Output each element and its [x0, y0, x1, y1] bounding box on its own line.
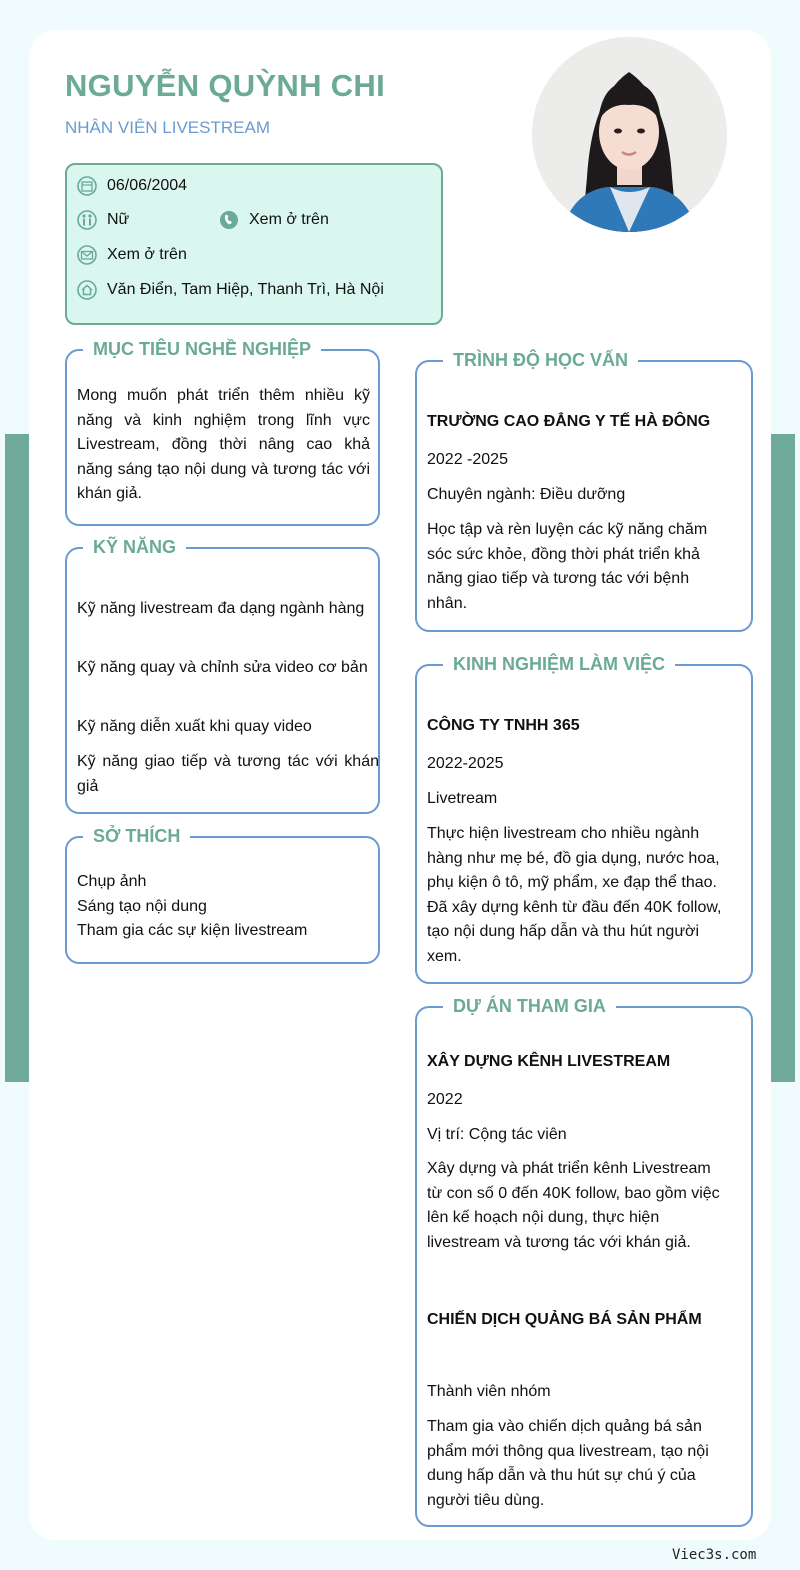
- skill-item: Kỹ năng giao tiếp và tương tác với khán giả: [77, 753, 379, 795]
- project-desc: Tham gia vào chiến dịch quảng bá sản phẩm mới thông qua livestream, tạo nội dung hấp dẫn và thu hút sự chú ý của người tiêu dùng.: [427, 1418, 709, 1509]
- hobbies-title: SỞ THÍCH: [83, 824, 190, 848]
- home-icon: [77, 280, 97, 300]
- email-row: [77, 245, 187, 265]
- phone-icon: [219, 210, 239, 230]
- hobby-item: Chụp ảnh: [77, 873, 147, 890]
- phone-row: [219, 210, 329, 230]
- gender-value: Nữ: [107, 211, 130, 228]
- skills-title: KỸ NĂNG: [83, 535, 186, 559]
- mail-icon: [77, 245, 97, 265]
- avatar: [532, 37, 727, 232]
- calendar-icon: [77, 176, 97, 196]
- education-section: [415, 350, 753, 632]
- projects-title: DỰ ÁN THAM GIA: [443, 994, 616, 1018]
- project-year: 2022: [427, 1091, 463, 1108]
- education-desc: Học tập và rèn luyện các kỹ năng chăm sóc sức khỏe, đồng thời phát triển khả năng giao tiếp và tương tác với bệnh nhân.: [427, 521, 708, 612]
- dob-row: [77, 176, 187, 196]
- skill-item: Kỹ năng diễn xuất khi quay video: [77, 718, 312, 735]
- right-side-band: [771, 434, 795, 1082]
- candidate-role: NHÂN VIÊN LIVESTREAM: [65, 118, 270, 137]
- address-row: [77, 280, 384, 300]
- gender-row: [77, 210, 129, 230]
- experience-desc: Thực hiện livestream cho nhiều ngành hàng như mẹ bé, đồ gia dụng, nước hoa, phụ kiện ô tô, mỹ phẩm, xe đạp thể thao. Đã xây dựng kênh từ đầu đến 40K follow, tạo nội dung hấp dẫn và thu hút người xem.: [427, 825, 722, 965]
- hobby-item: Sáng tạo nội dung: [77, 898, 207, 915]
- experience-section: [415, 654, 753, 984]
- gender-icon: [77, 210, 97, 230]
- project-name: CHIẾN DỊCH QUẢNG BÁ SẢN PHẨM: [427, 1311, 702, 1328]
- company-name: CÔNG TY TNHH 365: [427, 717, 580, 734]
- project-role: Vị trí: Cộng tác viên: [427, 1126, 567, 1143]
- experience-title: KINH NGHIỆM LÀM VIỆC: [443, 652, 675, 676]
- hobbies-section: [65, 826, 380, 964]
- experience-period: 2022-2025: [427, 755, 504, 772]
- education-period: 2022 -2025: [427, 451, 508, 468]
- skill-item: Kỹ năng quay và chỉnh sửa video cơ bản: [77, 659, 368, 676]
- email-value: Xem ở trên: [107, 246, 187, 263]
- skill-item: Kỹ năng livestream đa dạng ngành hàng: [77, 600, 365, 617]
- experience-position: Livetream: [427, 790, 498, 807]
- skills-section: [65, 537, 380, 814]
- dob-value: 06/06/2004: [107, 177, 188, 194]
- watermark: Viec3s.com: [672, 1547, 757, 1563]
- candidate-name: NGUYỄN QUỲNH CHI: [65, 68, 385, 103]
- education-major: Chuyên ngành: Điều dưỡng: [427, 486, 626, 503]
- projects-section: [415, 996, 753, 1527]
- project-desc: Xây dựng và phát triển kênh Livestream từ con số 0 đến 40K follow, bao gồm việc lên kế hoạch nội dung, thực hiện livestream và tương tác với khán giả.: [427, 1160, 720, 1251]
- objective-text: Mong muốn phát triển thêm nhiều kỹ năng và kinh nghiệm trong lĩnh vực Livestream, đồng thời nâng cao khả năng sáng tạo nội dung và tương tác với khán giả.: [77, 387, 370, 502]
- hobby-item: Tham gia các sự kiện livestream: [77, 922, 308, 939]
- objective-section: [65, 339, 380, 526]
- left-side-band: [5, 434, 29, 1082]
- address-value: Văn Điển, Tam Hiệp, Thanh Trì, Hà Nội: [107, 281, 384, 298]
- phone-value: Xem ở trên: [249, 211, 329, 228]
- school-name: TRƯỜNG CAO ĐẲNG Y TẾ HÀ ĐÔNG: [427, 413, 711, 430]
- education-title: TRÌNH ĐỘ HỌC VẤN: [443, 348, 638, 372]
- objective-title: MỤC TIÊU NGHỀ NGHIỆP: [83, 337, 321, 361]
- project-name: XÂY DỰNG KÊNH LIVESTREAM: [427, 1053, 671, 1070]
- project-role: Thành viên nhóm: [427, 1383, 551, 1400]
